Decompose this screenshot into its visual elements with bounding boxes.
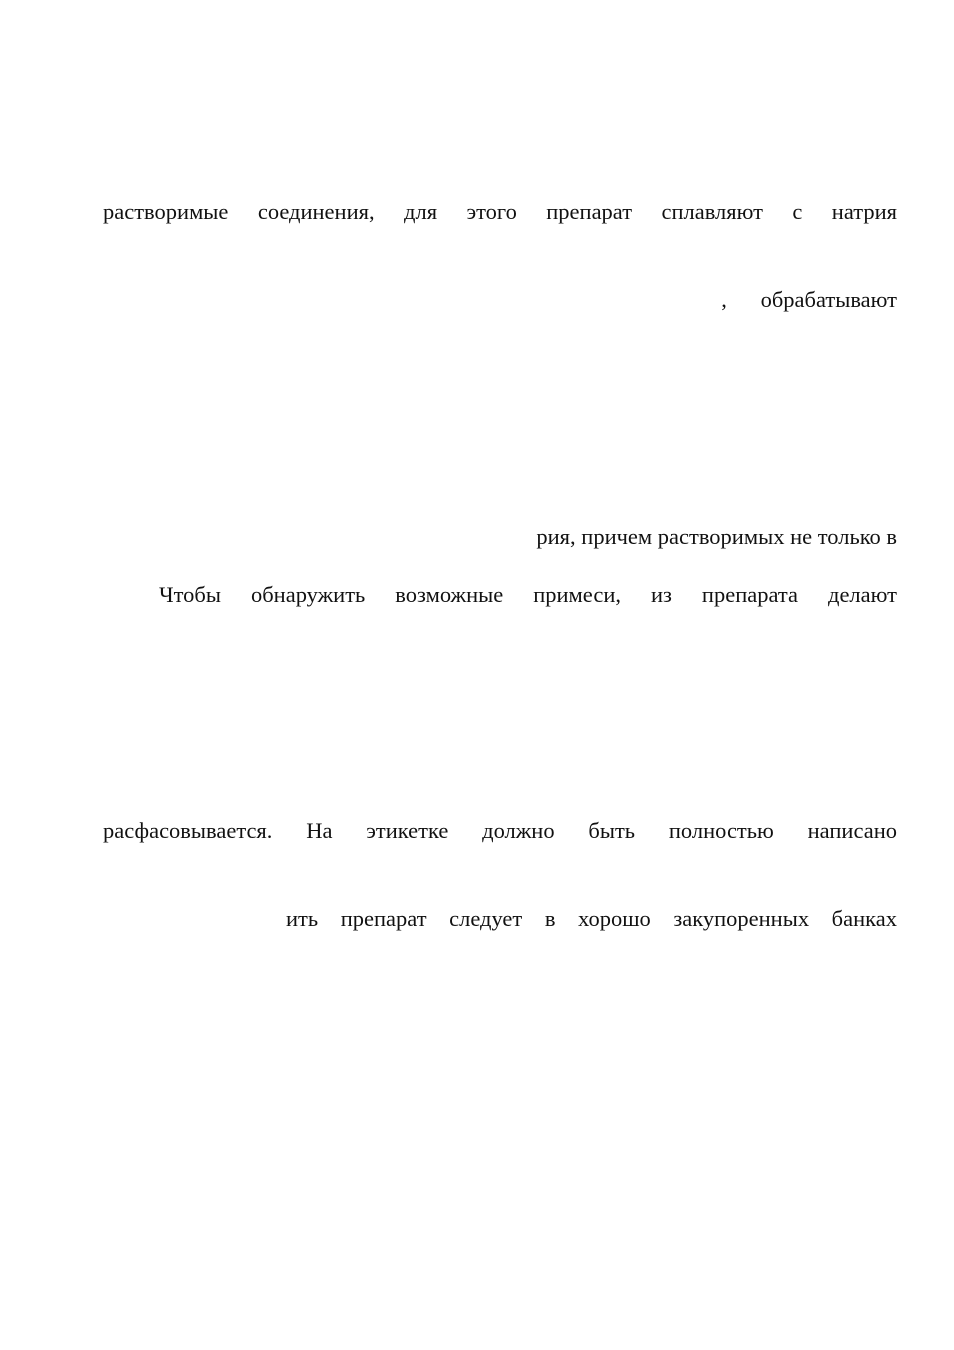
text-line-3: рия, причем растворимых не только в	[536, 524, 897, 549]
text-line-6: ить препарат следует в хорошо закупоренных банках	[286, 908, 897, 931]
text-line-2: , обрабатывают	[721, 287, 897, 312]
text-line-5: расфасовывается. На этикетке должно быть полностью написано	[103, 820, 897, 843]
text-line-4: Чтобы обнаружить возможные примеси, из препарата делают	[159, 584, 897, 607]
text-line-1: растворимые соединения, для этого препарат сплавляют с натрия	[103, 201, 897, 224]
